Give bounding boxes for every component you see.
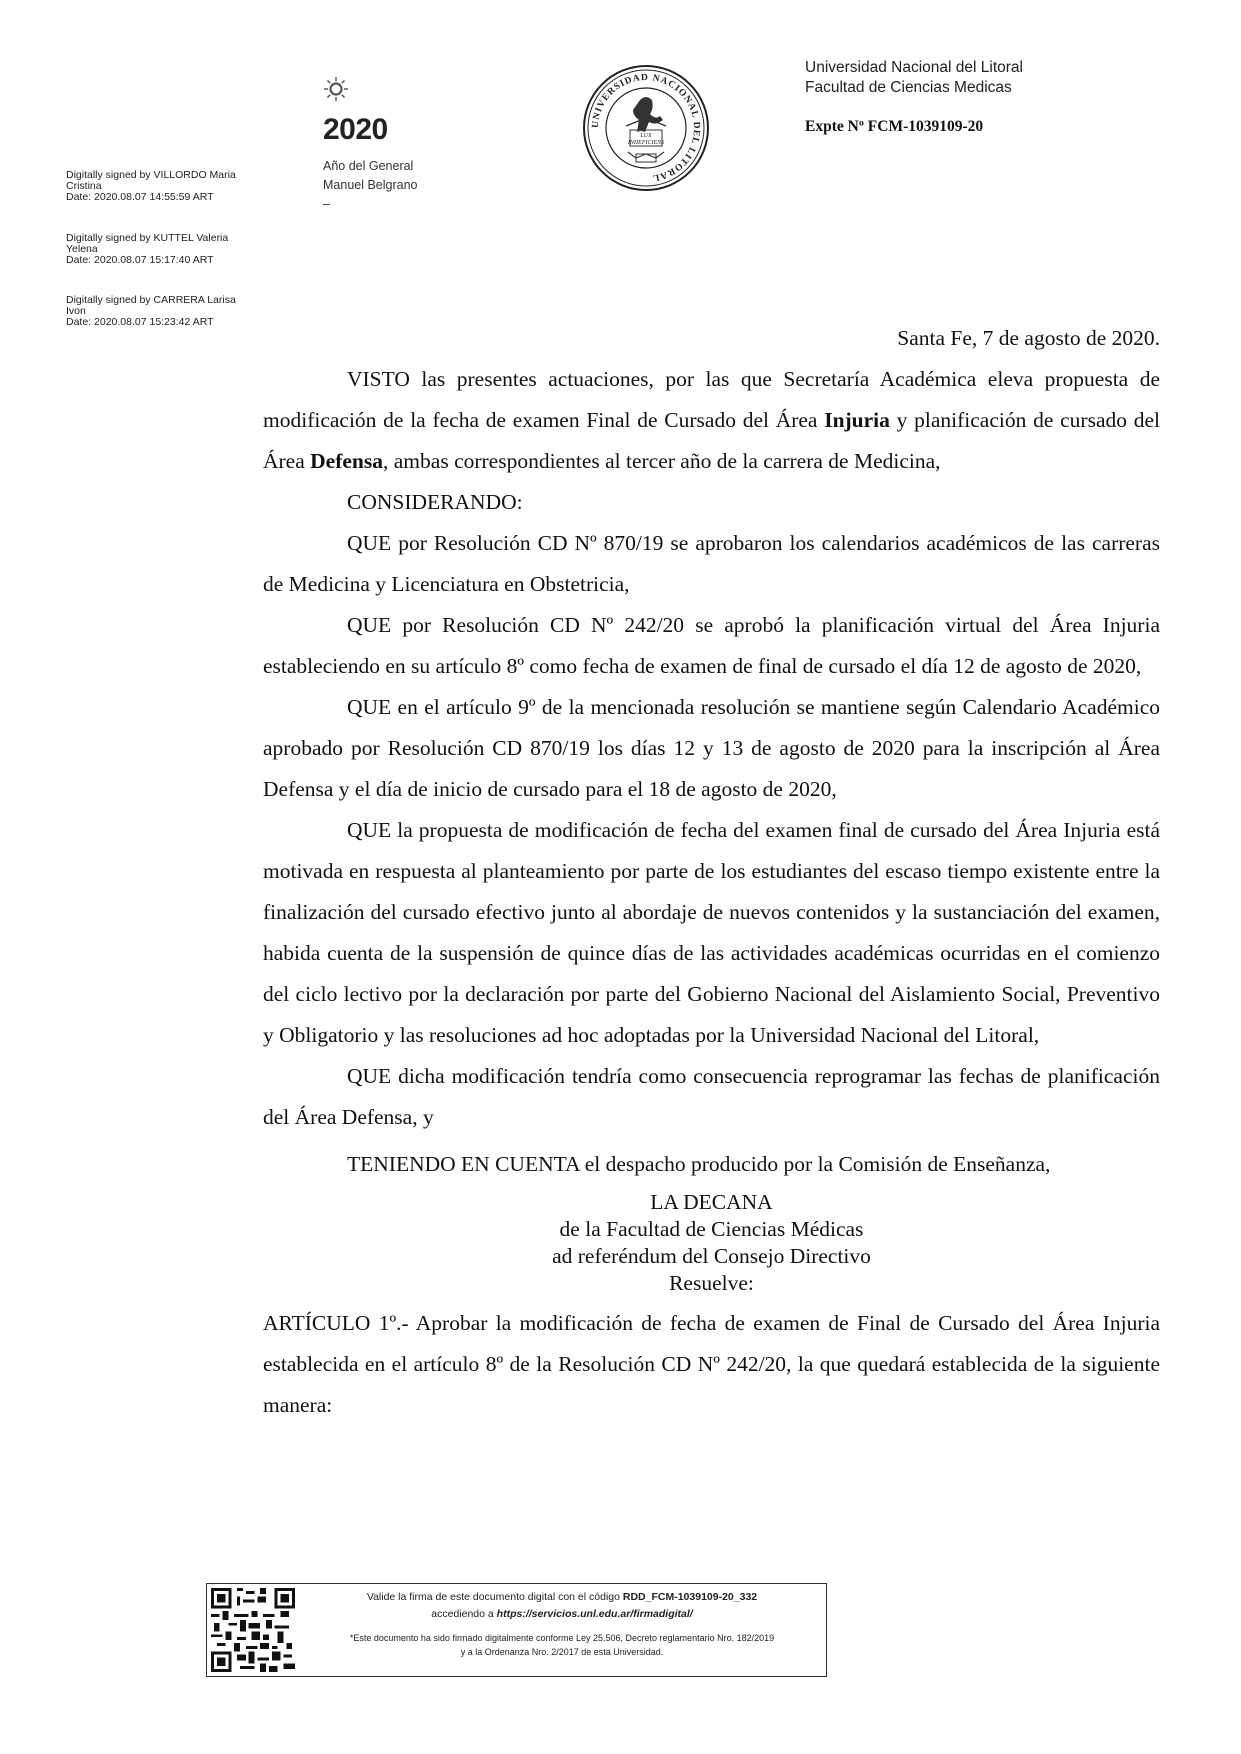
digital-signature-3 (66, 295, 296, 328)
svg-text:LUX: LUX (640, 133, 652, 139)
logo-caption: Año del General Manuel Belgrano – (323, 159, 418, 211)
area-defensa: Defensa (310, 449, 384, 473)
signature-signer-cont: Yelena (66, 243, 98, 255)
svg-text:INDEFICIENS: INDEFICIENS (627, 140, 665, 146)
area-injuria: Injuria (824, 408, 890, 432)
signature-signer: Digitally signed by KUTTEL Valeria (66, 232, 229, 244)
considerando-paragraph-4: QUE la propuesta de modificación de fecha del examen final de cursado del Área Injuria está motivada en respuesta al planteamiento por parte de los estudiantes del escaso tiempo existente entre la finalización del cursado efectivo junto al abordaje de nuevos contenidos y la sustanciación del examen, habida cuenta de la suspensión de quince días de las actividades académicas ocurridas en el comienzo del ciclo lectivo por la declaración por parte del Gobierno Nacional del Aislamiento Social, Preventivo y Obligatorio y las resoluciones ad hoc adoptadas por la Universidad Nacional del Litoral, (263, 818, 1160, 1047)
signature-date: Date: 2020.08.07 14:55:59 ART (66, 191, 214, 203)
considerando-paragraph-1: QUE por Resolución CD Nº 870/19 se aprobaron los calendarios académicos de las carreras de Medicina y Licenciatura en Obstetricia, (263, 531, 1160, 596)
university-header (805, 58, 1023, 98)
faculty-name: Facultad de Ciencias Medicas (805, 79, 1012, 96)
signature-date: Date: 2020.08.07 15:17:40 ART (66, 254, 214, 266)
sun-icon (323, 76, 349, 102)
considerando-heading: CONSIDERANDO: (347, 490, 523, 514)
university-seal (582, 64, 710, 192)
university-name: Universidad Nacional del Litoral (805, 59, 1023, 76)
logo-year: 2020 (323, 113, 388, 146)
validation-text: Valide la firma de este documento digital con el código RDD_FCM-1039109-20_332 accediendo a https://servicios.unl.edu.ar/firmadigital/ *Este documento ha sido firmado digitalmente conforme Ley 25.506, Decreto reglamentario Nro. 182/2019 y a la Ordenanza Nro. 2/2017 de esta Universidad. (307, 1589, 817, 1659)
legal-note-line2: y a la Ordenanza Nro. 2/2017 de esta Universidad. (460, 1647, 664, 1657)
decana-referendum: ad referéndum del Consejo Directivo (552, 1244, 871, 1268)
articulo-1: ARTÍCULO 1º.- Aprobar la modificación de fecha de examen de Final de Cursado del Área Injuria establecida en el artículo 8º de la Resolución CD Nº 242/20, la que quedará establecida de la siguiente manera: (263, 1311, 1160, 1417)
digital-signature-2 (66, 233, 296, 266)
considerando-paragraph-2: QUE por Resolución CD Nº 242/20 se aprobó la planificación virtual del Área Injuria estableciendo en su artículo 8º como fecha de examen de final de cursado el día 12 de agosto de 2020, (263, 613, 1160, 678)
validation-url-link[interactable]: https://servicios.unl.edu.ar/firmadigital/ (496, 1608, 693, 1620)
resuelve-heading: Resuelve: (669, 1271, 754, 1295)
signature-date: Date: 2020.08.07 15:23:42 ART (66, 316, 214, 328)
signature-signer-cont: Ivon (66, 305, 86, 317)
year-2020-logo (323, 76, 473, 214)
digital-signature-1 (66, 170, 296, 203)
expediente-number: Expte Nº FCM-1039109-20 (805, 118, 984, 135)
legal-note-line1: *Este documento ha sido firmado digitalmente conforme Ley 25.506, Decreto reglamentario Nro. 182/2019 (349, 1633, 775, 1643)
validation-footer (206, 1583, 827, 1677)
svg-text:UNIVERSIDAD NACIONAL DEL LITOR: UNIVERSIDAD NACIONAL DEL LITORAL (590, 72, 702, 183)
signature-signer: Digitally signed by VILLORDO Maria (66, 169, 236, 181)
resolution-body (263, 318, 1160, 1426)
considerando-paragraph-3: QUE en el artículo 9º de la mencionada resolución se mantiene según Calendario Académico aprobado por Resolución CD 870/19 los días 12 y 13 de agosto de 2020 para la inscripción al Área Defensa y el día de inicio de cursado para el 18 de agosto de 2020, (263, 695, 1160, 801)
signature-signer-cont: Cristina (66, 180, 102, 192)
document-date: Santa Fe, 7 de agosto de 2020. (897, 326, 1160, 350)
visto-paragraph: VISTO las presentes actuaciones, por las que Secretaría Académica eleva propuesta de modificación de la fecha de examen Final de Cursado del Área Injuria y planificación de cursado del Área Defensa, ambas correspondientes al tercer año de la carrera de Medicina, (263, 367, 1160, 473)
validation-code: RDD_FCM-1039109-20_332 (622, 1591, 758, 1603)
decana-faculty: de la Facultad de Ciencias Médicas (559, 1217, 864, 1241)
decana-title: LA DECANA (650, 1190, 773, 1214)
signature-signer: Digitally signed by CARRERA Larisa (66, 294, 236, 306)
qr-code-icon[interactable] (211, 1588, 295, 1672)
teniendo-en-cuenta: TENIENDO EN CUENTA el despacho producido por la Comisión de Enseñanza, (347, 1152, 1051, 1176)
considerando-paragraph-5: QUE dicha modificación tendría como consecuencia reprogramar las fechas de planificación del Área Defensa, y (263, 1064, 1160, 1129)
